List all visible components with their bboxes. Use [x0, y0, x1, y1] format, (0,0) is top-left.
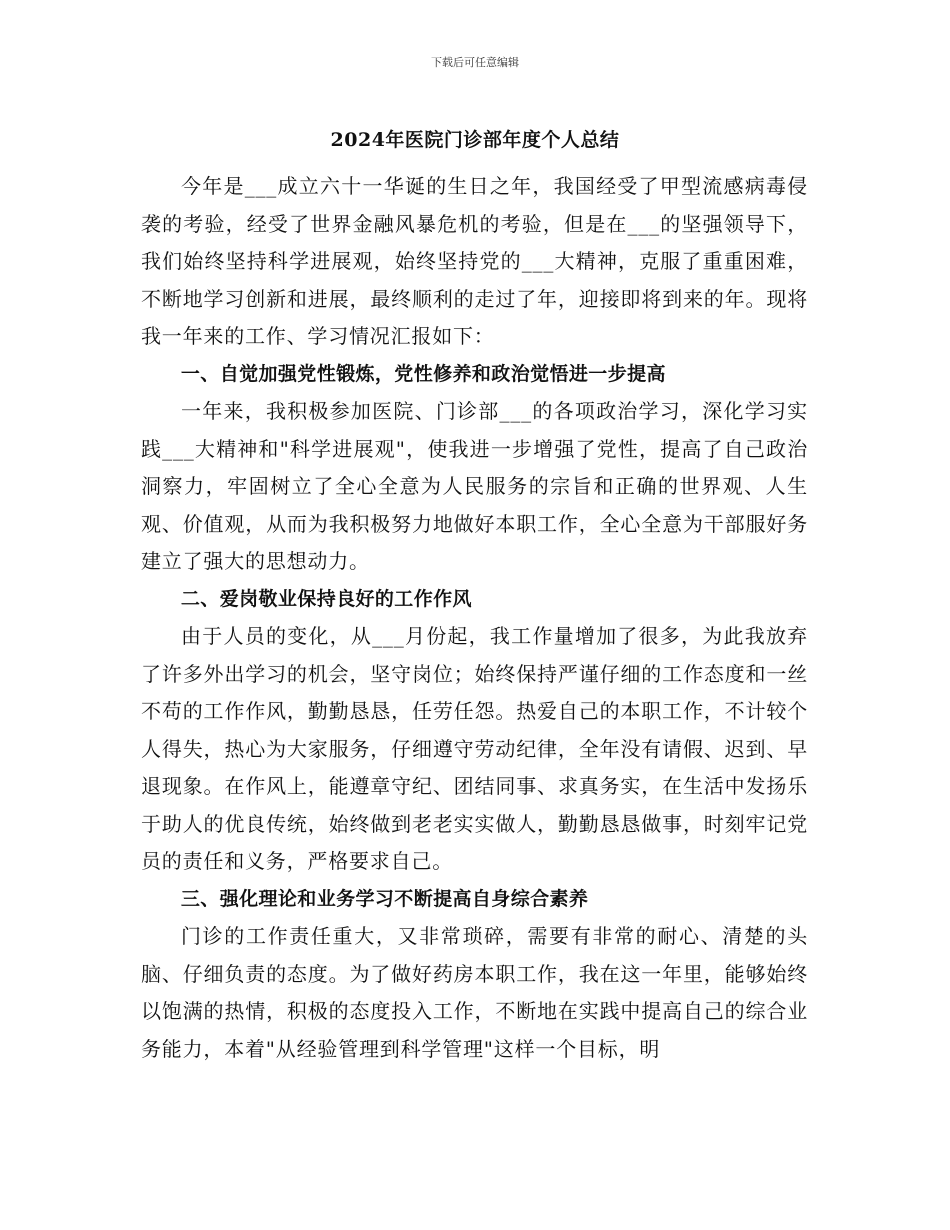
- section-heading-3: 三、强化理论和业务学习不断提高自身综合素养: [180, 887, 589, 910]
- section-heading-1: 一、自觉加强党性锻炼，党性修养和政治觉悟进一步提高: [180, 362, 666, 385]
- intro-paragraph: 今年是___成立六十一华诞的生日之年，我国经受了甲型流感病毒侵袭的考验，经受了世界金融风暴危机的考验，但是在___的坚强领导下，我们始终坚持科学进展观，始终坚持党的___大精神，克服了重重困难，不断地学习创新和进展，最终顺利的走过了年，迎接即将到来的年。现将我一年来的工作、学习情况汇报如下：: [141, 174, 808, 348]
- header-note: 下载后可任意编辑: [431, 56, 519, 69]
- section-3-paragraph: 门诊的工作责任重大，又非常琐碎，需要有非常的耐心、清楚的头脑、仔细负责的态度。为了做好药房本职工作，我在这一年里，能够始终以饱满的热情，积极的态度投入工作，不断地在实践中提高自己的综合业务能力，本着"从经验管理到科学管理"这样一个目标，明: [141, 924, 808, 1061]
- section-1-paragraph: 一年来，我积极参加医院、门诊部___的各项政治学习，深化学习实践___大精神和"科学进展观"，使我进一步增强了党性，提高了自己政治洞察力，牢固树立了全心全意为人民服务的宗旨和正确的世界观、人生观、价值观，从而为我积极努力地做好本职工作，全心全意为干部服好务建立了强大的思想动力。: [141, 399, 808, 573]
- document-title: 2024年医院门诊部年度个人总结: [330, 129, 620, 151]
- document-body: [141, 168, 808, 1068]
- section-heading-2: 二、爱岗敬业保持良好的工作作风: [180, 587, 472, 610]
- section-2-paragraph: 由于人员的变化，从___月份起，我工作量增加了很多，为此我放弃了许多外出学习的机会，坚守岗位；始终保持严谨仔细的工作态度和一丝不苟的工作作风，勤勤恳恳，任劳任怨。热爱自己的本职工作，不计较个人得失，热心为大家服务，仔细遵守劳动纪律，全年没有请假、迟到、早退现象。在作风上，能遵章守纪、团结同事、求真务实，在生活中发扬乐于助人的优良传统，始终做到老老实实做人，勤勤恳恳做事，时刻牢记党员的责任和义务，严格要求自己。: [141, 624, 808, 873]
